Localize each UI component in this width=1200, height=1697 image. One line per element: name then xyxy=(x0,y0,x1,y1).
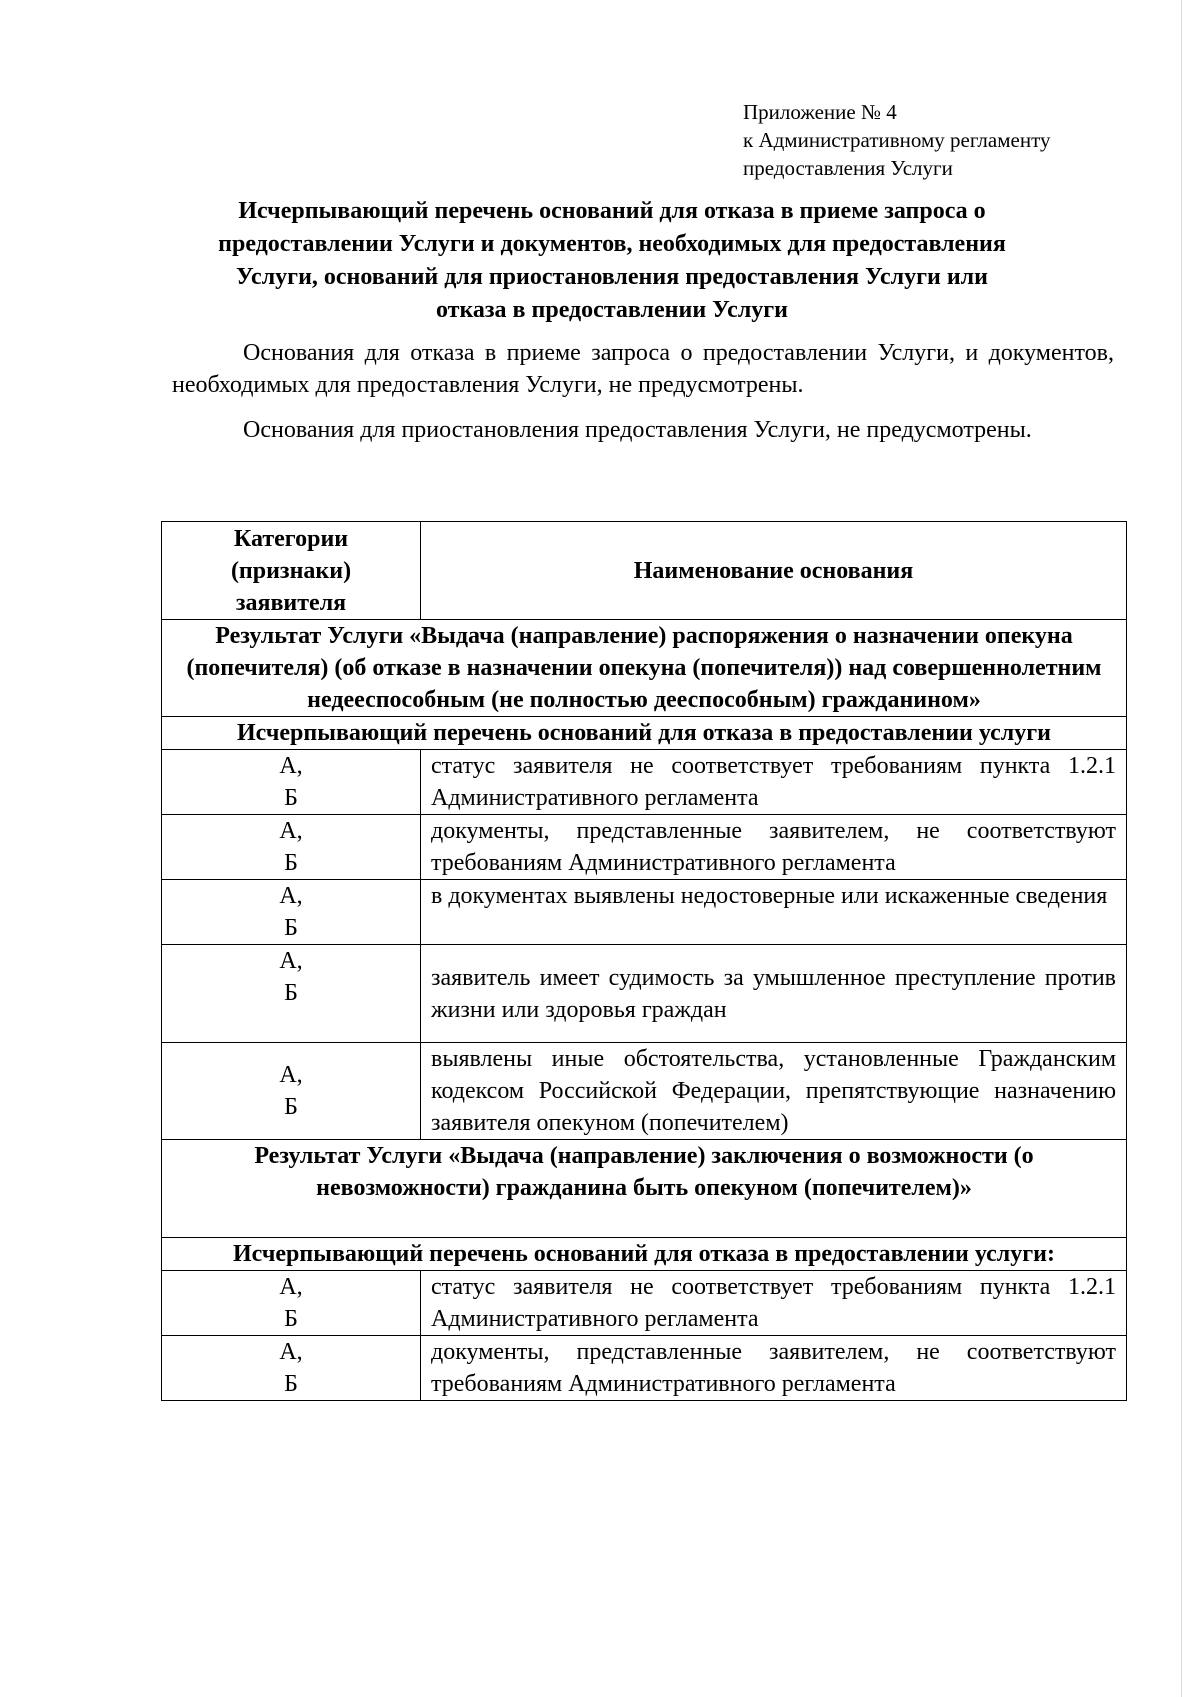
category-a: А, xyxy=(279,818,303,844)
header-categories-line-3: заявителя xyxy=(235,589,347,616)
header-ground-name: Наименование основания xyxy=(421,522,1127,620)
document-title xyxy=(162,195,1062,327)
appendix-line-1: Приложение № 4 xyxy=(743,100,897,124)
table-row xyxy=(162,945,1127,1043)
header-categories-line-1: Категории xyxy=(233,525,349,552)
section-result-row xyxy=(162,1140,1127,1238)
category-cell xyxy=(162,1043,421,1140)
ground-text: выявлены иные обстоятельства, установленные Гражданским кодексом Российской Федерации, препятствующие назначению заявителя опекуном (попечителем) xyxy=(421,1043,1127,1140)
ground-text: заявитель имеет судимость за умышленное преступление против жизни или здоровья граждан xyxy=(421,945,1127,1043)
category-a: А, xyxy=(279,1062,303,1088)
category-b: Б xyxy=(284,785,298,811)
title-line-4: отказа в предоставлении Услуги xyxy=(435,297,789,323)
category-b: Б xyxy=(284,850,298,876)
appendix-line-2: к Административному регламенту xyxy=(743,128,1051,152)
table-row xyxy=(162,750,1127,815)
category-cell xyxy=(162,750,421,815)
ground-text: статус заявителя не соответствует требованиям пункта 1.2.1 Административного регламента xyxy=(421,750,1127,815)
category-b: Б xyxy=(284,1094,298,1120)
title-line-2: предоставлении Услуги и документов, необходимых для предоставления xyxy=(218,231,1006,257)
appendix-line-3: предоставления Услуги xyxy=(743,156,953,180)
header-categories-line-2: (признаки) xyxy=(230,557,352,584)
category-cell xyxy=(162,815,421,880)
table-row xyxy=(162,815,1127,880)
category-cell xyxy=(162,1336,421,1401)
grounds-table xyxy=(161,521,1127,1401)
table-header-row xyxy=(162,522,1127,620)
category-a: А, xyxy=(279,883,303,909)
section-1-result: Результат Услуги «Выдача (направление) распоряжения о назначении опекуна (попечителя) (об отказе в назначении опекуна (попечителя)) над совершеннолетним недееспособным (не полностью дееспособным) гражданином» xyxy=(162,620,1127,717)
category-b: Б xyxy=(284,915,298,941)
ground-text: документы, представленные заявителем, не соответствуют требованиям Административного регламента xyxy=(421,815,1127,880)
category-b: Б xyxy=(284,980,298,1006)
section-2-list-title: Исчерпывающий перечень оснований для отказа в предоставлении услуги: xyxy=(162,1238,1127,1271)
category-a: А, xyxy=(279,753,303,779)
section-list-title-row xyxy=(162,1238,1127,1271)
section-2-result: Результат Услуги «Выдача (направление) заключения о возможности (о невозможности) гражданина быть опекуном (попечителем)» xyxy=(162,1140,1127,1238)
section-list-title-row xyxy=(162,717,1127,750)
paragraph-refusal-acceptance: Основания для отказа в приеме запроса о предоставлении Услуги, и документов, необходимых для предоставления Услуги, не предусмотрены. xyxy=(172,340,1114,398)
table-row xyxy=(162,1271,1127,1336)
paragraph-suspension: Основания для приостановления предоставления Услуги, не предусмотрены. xyxy=(243,417,1032,443)
ground-text: статус заявителя не соответствует требованиям пункта 1.2.1 Административного регламента xyxy=(421,1271,1127,1336)
ground-text: документы, представленные заявителем, не соответствуют требованиям Административного регламента xyxy=(421,1336,1127,1401)
header-categories xyxy=(162,522,421,620)
appendix-note xyxy=(743,98,1050,182)
category-cell xyxy=(162,945,421,1043)
category-a: А, xyxy=(279,1274,303,1300)
table-row xyxy=(162,880,1127,945)
title-line-3: Услуги, оснований для приостановления предоставления Услуги или xyxy=(236,264,988,290)
category-b: Б xyxy=(284,1371,298,1397)
category-b: Б xyxy=(284,1306,298,1332)
category-cell xyxy=(162,880,421,945)
page-edge-line xyxy=(1181,0,1182,1697)
title-line-1: Исчерпывающий перечень оснований для отказа в приеме запроса о xyxy=(238,198,986,224)
category-cell xyxy=(162,1271,421,1336)
table-row xyxy=(162,1336,1127,1401)
section-1-list-title: Исчерпывающий перечень оснований для отказа в предоставлении услуги xyxy=(162,717,1127,750)
section-result-row xyxy=(162,620,1127,717)
category-a: А, xyxy=(279,948,303,974)
category-a: А, xyxy=(279,1339,303,1365)
ground-text: в документах выявлены недостоверные или искаженные сведения xyxy=(421,880,1127,945)
table-row xyxy=(162,1043,1127,1140)
